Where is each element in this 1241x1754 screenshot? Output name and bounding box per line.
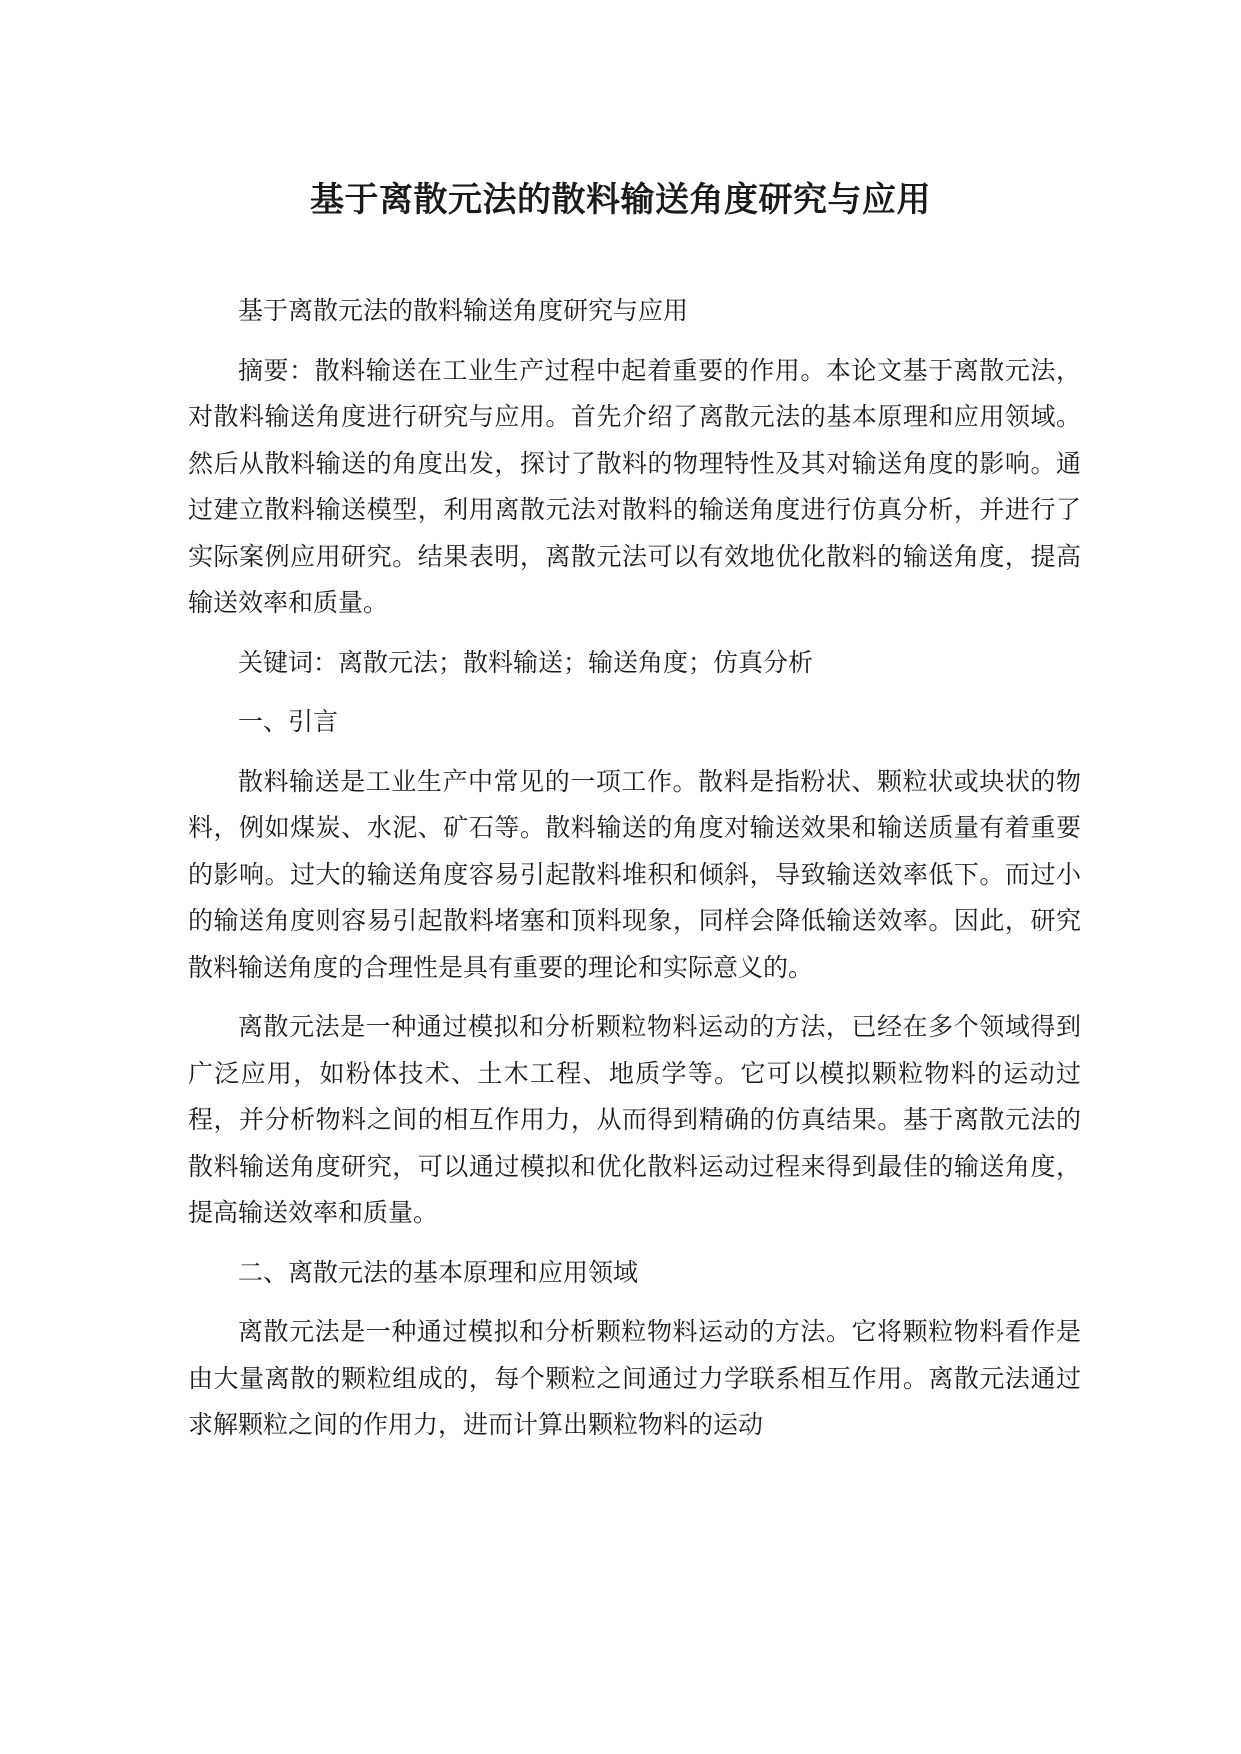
subtitle-paragraph: 基于离散元法的散料输送角度研究与应用 — [238, 296, 689, 325]
keywords-paragraph: 关键词：离散元法；散料输送；输送角度；仿真分析 — [238, 647, 814, 677]
document-body — [188, 288, 1081, 1462]
document-title: 基于离散元法的散料输送角度研究与应用 — [310, 180, 931, 220]
abstract-paragraph: 摘要：散料输送在工业生产过程中起着重要的作用。本论文基于离散元法，对散料输送角度进行研究与应用。首先介绍了离散元法的基本原理和应用领域。然后从散料输送的角度出发，探讨了散料的物理特性及其对输送角度的影响。通过建立散料输送模型，利用离散元法对散料的输送角度进行仿真分析，并进行了实际案例应用研究。结果表明，离散元法可以有效地优化散料的输送角度，提高输送效率和质量。 — [188, 355, 1081, 617]
body-paragraph: 离散元法是一种通过模拟和分析颗粒物料运动的方法，已经在多个领域得到广泛应用，如粉体技术、土木工程、地质学等。它可以模拟颗粒物料的运动过程，并分析物料之间的相互作用力，从而得到精确的仿真结果。基于离散元法的散料输送角度研究，可以通过模拟和优化散料运动过程来得到最佳的输送角度，提高输送效率和质量。 — [188, 1012, 1081, 1227]
body-paragraph: 散料输送是工业生产中常见的一项工作。散料是指粉状、颗粒状或块状的物料，例如煤炭、水泥、矿石等。散料输送的角度对输送效果和输送质量有着重要的影响。过大的输送角度容易引起散料堆积和倾斜，导致输送效率低下。而过小的输送角度则容易引起散料堵塞和顶料现象，同样会降低输送效率。因此，研究散料输送角度的合理性是具有重要的理论和实际意义的。 — [188, 766, 1081, 982]
body-paragraph: 离散元法是一种通过模拟和分析颗粒物料运动的方法。它将颗粒物料看作是由大量离散的颗粒组成的，每个颗粒之间通过力学联系相互作用。离散元法通过求解颗粒之间的作用力，进而计算出颗粒物料的运动 — [188, 1317, 1081, 1439]
section-heading-principles: 二、离散元法的基本原理和应用领域 — [238, 1257, 639, 1287]
section-heading-introduction: 一、引言 — [238, 707, 339, 736]
